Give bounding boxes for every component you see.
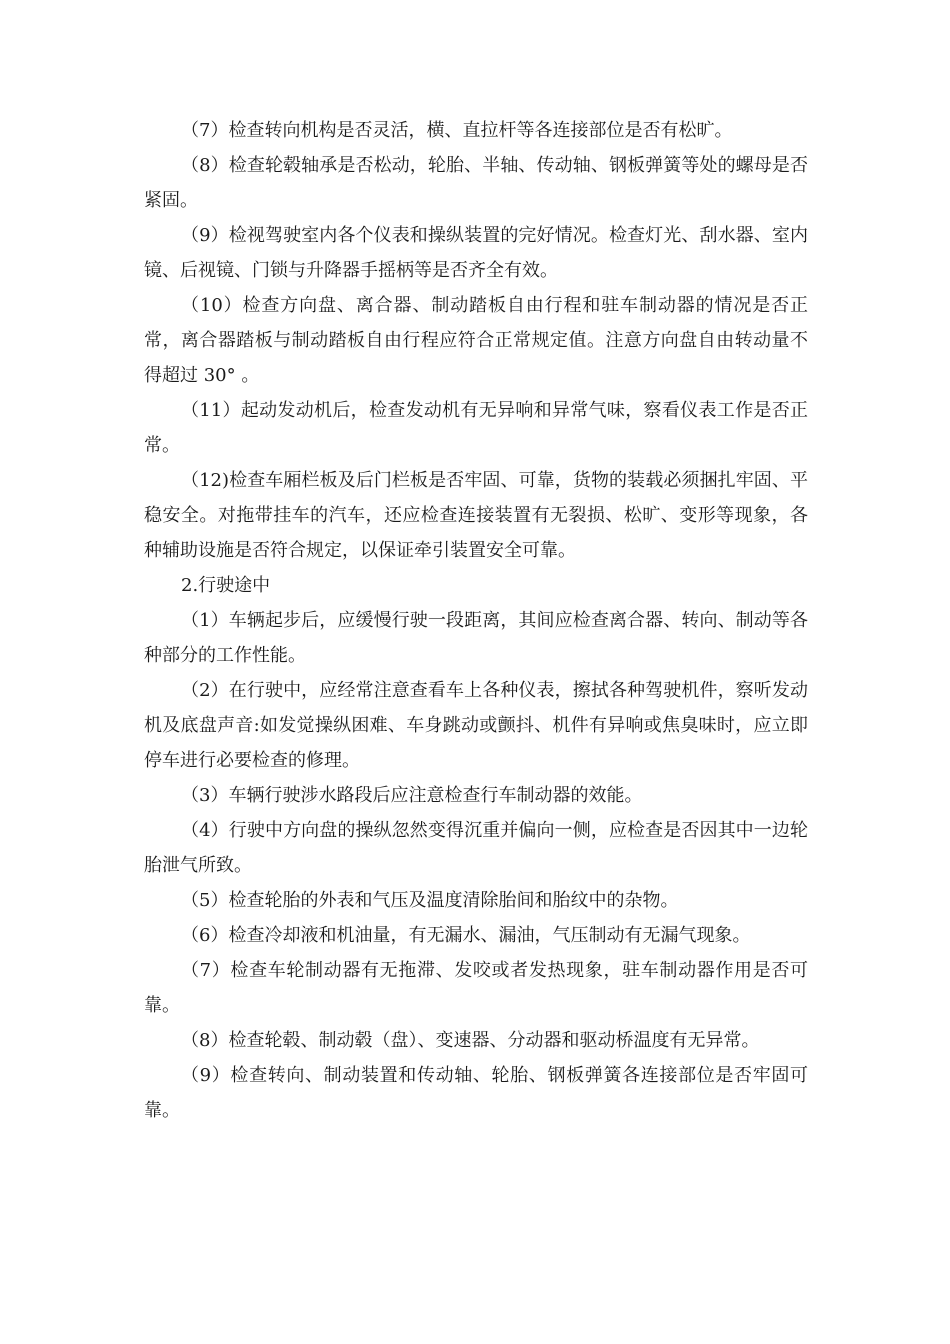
paragraph-driving-9: （9）检查转向、制动装置和传动轴、轮胎、钢板弹簧各连接部位是否牢固可靠。 — [144, 1065, 808, 1121]
paragraph-driving-1: （1）车辆起步后，应缓慢行驶一段距离，其间应检查离合器、转向、制动等各种部分的工作性能。 — [144, 610, 808, 666]
paragraph-item-9-cab-instruments: （9）检视驾驶室内各个仪表和操纵装置的完好情况。检查灯光、刮水器、室内镜、后视镜、门锁与升降器手摇柄等是否齐全有效。 — [144, 225, 808, 281]
paragraph-driving-5: （5）检查轮胎的外表和气压及温度清除胎间和胎纹中的杂物。 — [181, 890, 679, 911]
section-heading-while-driving: 2.行驶途中 — [181, 575, 271, 596]
paragraph-item-11-engine-start: （11）起动发动机后，检查发动机有无异响和异常气味，察看仪表工作是否正常。 — [144, 400, 808, 456]
paragraph-item-12-cargo-trailer: （12)检查车厢栏板及后门栏板是否牢固、可靠，货物的装载必须捆扎牢固、平稳安全。对拖带挂车的汽车，还应检查连接装置有无裂损、松旷、变形等现象，各种辅助设施是否符合规定，以保证牵引装置安全可靠。 — [144, 470, 808, 561]
paragraph-item-7-steering: （7）检查转向机构是否灵活，横、直拉杆等各连接部位是否有松旷。 — [181, 120, 733, 141]
paragraph-driving-3: （3）车辆行驶涉水路段后应注意检查行车制动器的效能。 — [181, 785, 643, 806]
paragraph-item-10-pedal-travel: （10）检查方向盘、离合器、制动踏板自由行程和驻车制动器的情况是否正常，离合器踏板与制动踏板自由行程应符合正常规定值。注意方向盘自由转动量不得超过 30° 。 — [144, 295, 808, 386]
paragraph-driving-2: （2）在行驶中，应经常注意查看车上各种仪表，擦拭各种驾驶机件，察听发动机及底盘声音:如发觉操纵困难、车身跳动或颤抖、机件有异响或焦臭味时，应立即停车进行必要检查的修理。 — [144, 680, 808, 771]
paragraph-driving-6: （6）检查冷却液和机油量，有无漏水、漏油，气压制动有无漏气现象。 — [181, 925, 751, 946]
paragraph-driving-7: （7）检查车轮制动器有无拖滞、发咬或者发热现象，驻车制动器作用是否可靠。 — [144, 960, 808, 1016]
document-body — [144, 113, 808, 1128]
paragraph-driving-8: （8）检查轮毂、制动毂（盘）、变速器、分动器和驱动桥温度有无异常。 — [181, 1030, 760, 1051]
paragraph-item-8-hub-bearing: （8）检查轮毂轴承是否松动，轮胎、半轴、传动轴、钢板弹簧等处的螺母是否紧固。 — [144, 155, 808, 211]
paragraph-driving-4: （4）行驶中方向盘的操纵忽然变得沉重并偏向一侧，应检查是否因其中一边轮胎泄气所致。 — [144, 820, 808, 876]
